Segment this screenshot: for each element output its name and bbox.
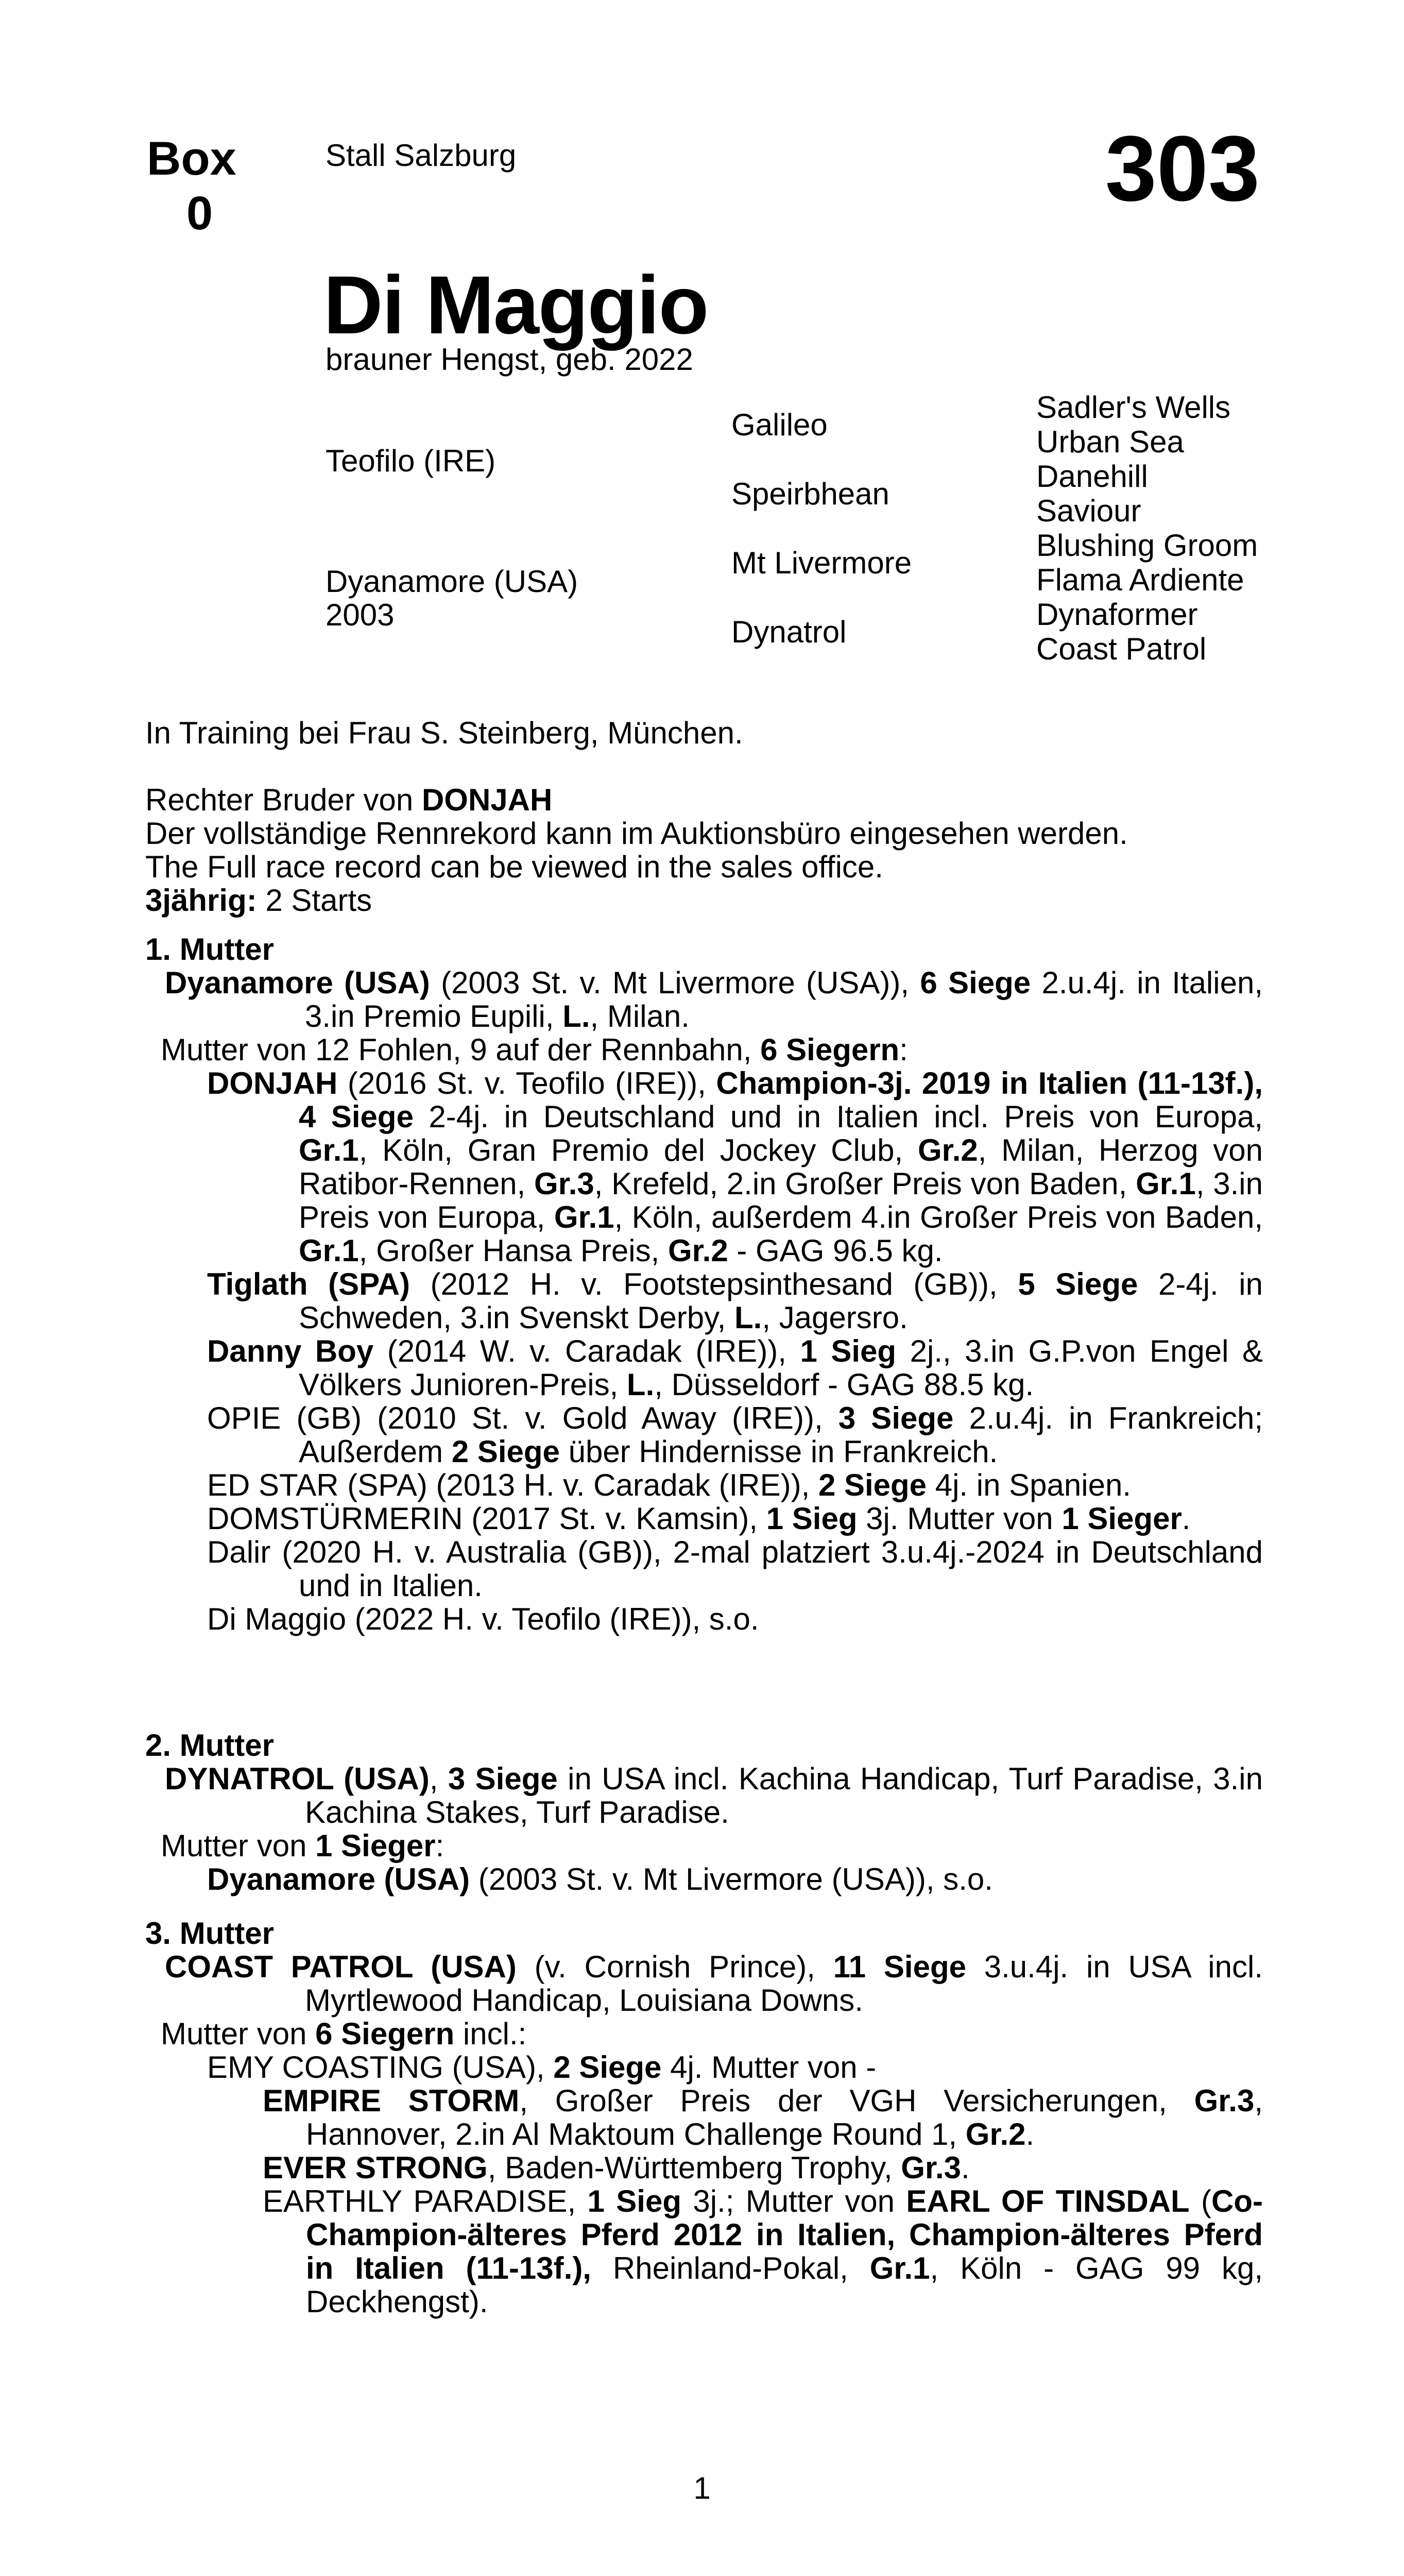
foal-ever-strong: EVER STRONG, Baden-Württemberg Trophy, Gr.3. — [263, 2150, 970, 2185]
foal-ed-star: ED STAR (SPA) (2013 H. v. Caradak (IRE)), 2 Siege 4j. in Spanien. — [207, 1468, 1132, 1502]
pedigree-ancestor-name: Speirbhean — [731, 477, 889, 511]
foal-emy-coasting: EMY COASTING (USA), 2 Siege 4j. Mutter von - — [207, 2050, 877, 2084]
box-label: Box — [147, 132, 236, 185]
dam2-entry: DYNATROL (USA), 3 Siege in USA incl. Kachina Handicap, Turf Paradise, 3.in Kachina Stakes, Turf Paradise. — [165, 1761, 1263, 1829]
heading-1st-dam: 1. Mutter — [145, 932, 275, 967]
pedigree-great-grandparents — [1036, 390, 1258, 666]
pedigree-ancestor-name: Coast Patrol — [1036, 632, 1207, 666]
pedigree-ancestor-name: Dynatrol — [731, 615, 847, 649]
dam2-foal-dyanamore: Dyanamore (USA) (2003 St. v. Mt Livermore (USA)), s.o. — [207, 1862, 993, 1896]
sibling-note: Rechter Bruder von DONJAH — [145, 783, 553, 817]
record-note-de: Der vollständige Rennrekord kann im Auktionsbüro eingesehen werden. — [145, 816, 1128, 851]
dam3-produce-intro: Mutter von 6 Siegern incl.: — [161, 2016, 527, 2051]
record-note-en: The Full race record can be viewed in the sales office. — [145, 850, 883, 884]
horse-description: brauner Hengst, geb. 2022 — [326, 342, 693, 377]
dam2-produce-intro: Mutter von 1 Sieger: — [161, 1828, 444, 1863]
pedigree-ancestor-name: Sadler's Wells — [1036, 390, 1231, 425]
foal-danny-boy: Danny Boy (2014 W. v. Caradak (IRE)), 1 Sieg 2j., 3.in G.P.von Engel & Völkers Junioren-Preis, L., Düsseldorf - GAG 88.5 kg. — [207, 1334, 1263, 1402]
pedigree-dam-name: Dyanamore (USA) — [326, 564, 578, 599]
pedigree-ancestor-name: Blushing Groom — [1036, 528, 1258, 563]
consignor-name: Stall Salzburg — [326, 138, 517, 173]
pedigree-dam-block — [326, 565, 578, 632]
foal-tiglath: Tiglath (SPA) (2012 H. v. Footstepsinthesand (GB)), 5 Siege 2-4j. in Schweden, 3.in Svenskt Derby, L., Jagersro. — [207, 1267, 1263, 1335]
pedigree-ancestor-name: Flama Ardiente — [1036, 563, 1244, 597]
pedigree-ancestor-name: Dynaformer — [1036, 597, 1198, 632]
foal-di-maggio: Di Maggio (2022 H. v. Teofilo (IRE)), s.o. — [207, 1602, 759, 1636]
dam1-produce-intro: Mutter von 12 Fohlen, 9 auf der Rennbahn, 6 Siegern: — [161, 1032, 908, 1067]
horse-name: Di Maggio — [323, 259, 708, 351]
box-number: 0 — [186, 187, 213, 240]
starts-note: 3jährig: 2 Starts — [145, 883, 372, 918]
pedigree-ancestor-name: Urban Sea — [1036, 425, 1184, 459]
foal-donjah: DONJAH (2016 St. v. Teofilo (IRE)), Champion-3j. 2019 in Italien (11-13f.), 4 Siege 2-4j. in Deutschland und in Italien incl. Preis von Europa, Gr.1, Köln, Gran Premio del Jockey Club, Gr.2, Milan, Herzog von Ratibor-Rennen, Gr.3, Krefeld, 2.in Großer Preis von Baden, Gr.1, 3.in Preis von Europa, Gr.1, Köln, außerdem 4.in Großer Preis von Baden, Gr.1, Großer Hansa Preis, Gr.2 - GAG 96.5 kg. — [207, 1066, 1263, 1268]
heading-3rd-dam: 3. Mutter — [145, 1916, 275, 1951]
pedigree-text-block — [145, 716, 1263, 2318]
dam1-entry: Dyanamore (USA) (2003 St. v. Mt Livermore (USA)), 6 Siege 2.u.4j. in Italien, 3.in Premio Eupili, L., Milan. — [165, 965, 1263, 1033]
lot-number: 303 — [1105, 117, 1260, 221]
foal-opie: OPIE (GB) (2010 St. v. Gold Away (IRE)), 3 Siege 2.u.4j. in Frankreich; Außerdem 2 Siege über Hindernisse in Frankreich. — [207, 1401, 1263, 1469]
pedigree-sire-name: Teofilo (IRE) — [326, 444, 496, 478]
foal-dalir: Dalir (2020 H. v. Australia (GB)), 2-mal platziert 3.u.4j.-2024 in Deutschland und in Italien. — [207, 1535, 1263, 1603]
foal-domstuermerin: DOMSTÜRMERIN (2017 St. v. Kamsin), 1 Sieg 3j. Mutter von 1 Sieger. — [207, 1501, 1191, 1536]
pedigree-ancestor-name: Galileo — [731, 408, 828, 442]
pedigree-ancestor-name: Saviour — [1036, 494, 1141, 528]
foal-empire-storm: EMPIRE STORM, Großer Preis der VGH Versicherungen, Gr.3, Hannover, 2.in Al Maktoum Challenge Round 1, Gr.2. — [263, 2083, 1263, 2151]
heading-2nd-dam: 2. Mutter — [145, 1728, 275, 1762]
pedigree-ancestor-name: Mt Livermore — [731, 546, 912, 580]
pedigree-dam-year: 2003 — [326, 598, 395, 632]
pedigree-ancestor-name: Danehill — [1036, 459, 1148, 494]
pedigree-grandparents — [731, 391, 912, 667]
training-note: In Training bei Frau S. Steinberg, München. — [145, 716, 743, 750]
dam3-entry: COAST PATROL (USA) (v. Cornish Prince), 11 Siege 3.u.4j. in USA incl. Myrtlewood Handicap, Louisiana Downs. — [165, 1950, 1263, 2018]
page-number: 1 — [693, 2471, 711, 2505]
foal-earthly-paradise: EARTHLY PARADISE, 1 Sieg 3j.; Mutter von EARL OF TINSDAL (Co-Champion-älteres Pferd 2012 in Italien, Champion-älteres Pferd in Italien (11-13f.), Rheinland-Pokal, Gr.1, Köln - GAG 99 kg, Deckhengst). — [263, 2184, 1263, 2319]
